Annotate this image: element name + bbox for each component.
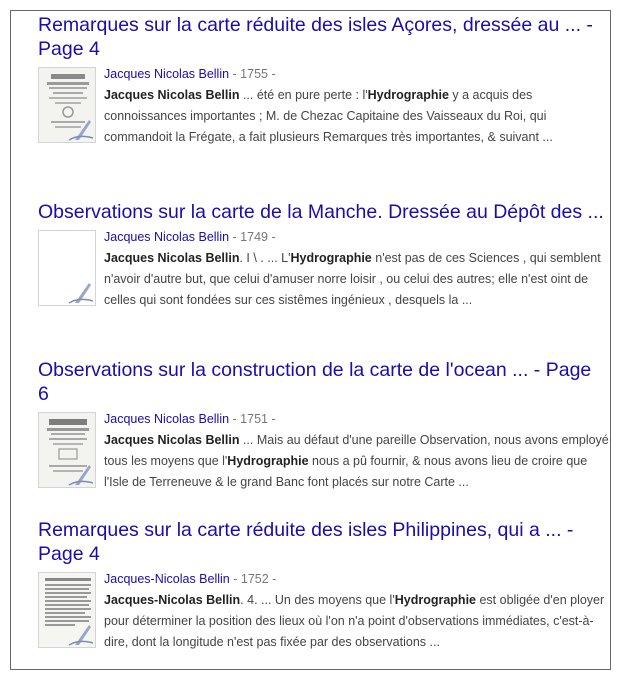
snippet-text: . I \ . ... L' xyxy=(239,251,291,265)
result-title-link[interactable]: Observations sur la carte de la Manche. Dressée au Dépôt des ... xyxy=(38,201,604,223)
search-result xyxy=(38,358,609,490)
publication-year: - 1752 - xyxy=(229,572,277,586)
snippet-text: . 4. ... Un des moyens que l' xyxy=(240,593,395,607)
result-snippet xyxy=(104,430,609,493)
result-meta xyxy=(104,410,609,428)
snippet-author: Jacques Nicolas Bellin xyxy=(104,433,240,447)
result-snippet xyxy=(104,248,609,311)
result-info xyxy=(104,228,609,311)
result-info xyxy=(104,410,609,493)
result-body xyxy=(38,412,609,490)
snippet-keyword: Hydrographie xyxy=(227,454,309,468)
snippet-text: ... été en pure perte : l' xyxy=(239,88,368,102)
book-cover-scan-icon[interactable] xyxy=(38,67,96,143)
author-link[interactable]: Jacques-Nicolas Bellin xyxy=(104,572,230,586)
snippet-text: nous a pû fournir, & nous avons lieu de croire que l'Isle de Terreneuve & le grand Banc font placés sur notre Carte ... xyxy=(104,454,588,489)
book-cover-scan-icon[interactable] xyxy=(38,412,96,488)
result-body xyxy=(38,230,604,308)
author-link[interactable]: Jacques Nicolas Bellin xyxy=(104,67,230,81)
result-body xyxy=(38,572,604,650)
search-result xyxy=(38,200,604,308)
result-info xyxy=(104,570,609,653)
book-page-scan-icon[interactable] xyxy=(38,572,96,648)
snippet-author: Jacques Nicolas Bellin xyxy=(104,251,240,265)
author-link[interactable]: Jacques Nicolas Bellin xyxy=(104,230,230,244)
search-results-panel xyxy=(10,10,611,670)
snippet-text: n'est pas de ces Sciences , qui semblent n'avoir d'autre but, que celui d'amuser norre loisir , ou celui des autres; elle n'est oint de celles qui sont fondées sur ces sistêmes ingénieux , desquels la ... xyxy=(104,251,601,307)
no-preview-placeholder-icon[interactable] xyxy=(38,230,96,306)
publication-year: - 1755 - xyxy=(229,67,276,81)
snippet-text: est obligée d'en ployer pour déterminer la position des lieux où l'on n'a point d'observations immédiates, c'est-à-dire, dont la longitude n'est pas fixée par des observations ... xyxy=(104,593,605,649)
snippet-text: ... Mais au défaut d'une pareille Observation, nous avons employé tous les moyens que l' xyxy=(104,433,609,468)
result-snippet xyxy=(104,85,609,148)
snippet-text: y a acquis des connoissances importantes ; M. de Chezac Capitaine des Vaisseaux du Roi, qui commandoit la Frégate, a fait plusieurs Remarques très importantes, & suivant ... xyxy=(104,88,553,144)
snippet-author: Jacques Nicolas Bellin xyxy=(104,88,240,102)
snippet-keyword: Hydrographie xyxy=(290,251,372,265)
snippet-keyword: Hydrographie xyxy=(367,88,449,102)
search-result xyxy=(38,13,604,145)
publication-year: - 1749 - xyxy=(229,230,276,244)
result-meta xyxy=(104,228,609,246)
snippet-author: Jacques-Nicolas Bellin xyxy=(104,593,241,607)
result-title-link[interactable]: Remarques sur la carte réduite des isles Açores, dressée au ... - Page 4 xyxy=(38,14,593,60)
result-title-link[interactable]: Remarques sur la carte réduite des isles Philippines, qui a ... - Page 4 xyxy=(38,519,574,565)
snippet-keyword: Hydrographie xyxy=(394,593,476,607)
result-info xyxy=(104,65,609,148)
publication-year: - 1751 - xyxy=(229,412,276,426)
search-result xyxy=(38,518,604,650)
result-meta xyxy=(104,570,609,588)
result-meta xyxy=(104,65,609,83)
author-link[interactable]: Jacques Nicolas Bellin xyxy=(104,412,230,426)
result-title-link[interactable]: Observations sur la construction de la carte de l'ocean ... - Page 6 xyxy=(38,359,592,405)
result-snippet xyxy=(104,590,609,653)
result-body xyxy=(38,67,604,145)
